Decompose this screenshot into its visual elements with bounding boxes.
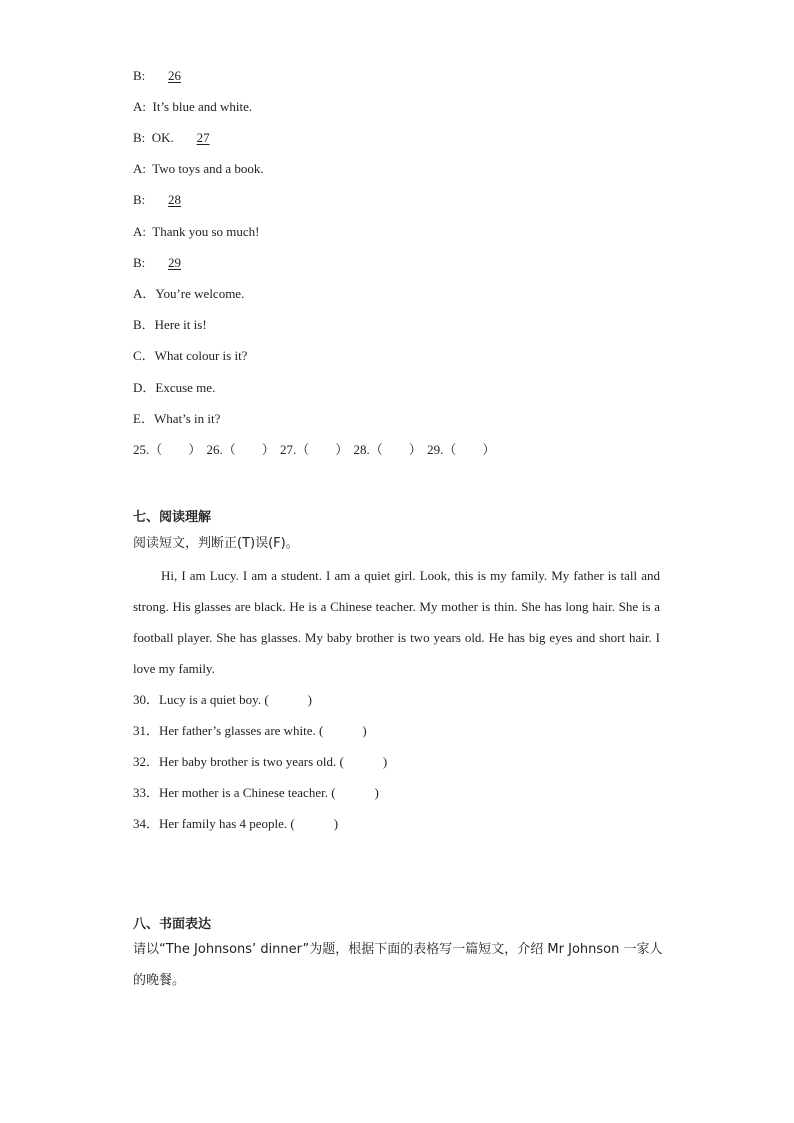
answer-line [133, 442, 497, 458]
blank-29: 29 [168, 255, 182, 270]
dialogue-line-1: B: 26 [133, 68, 204, 84]
reading-passage: Hi, I am Lucy. I am a student. I am a quiet girl. Look, this is my family. My father is tall and strong. His glasses are black. He is a Chinese teacher. My mother is thin. She has long hair. She is a football player. She has glasses. My baby brother is two years old. He has big eyes and short hair. I love my family. [133, 568, 660, 676]
question-34: 34．Her family has 4 people. ( ) [133, 816, 339, 831]
dialogue-line-5: B: 28 [133, 192, 204, 208]
option-c: C．What colour is it? [133, 348, 248, 363]
section8-title: 八、书面表达 [133, 917, 212, 932]
question-30: 30．Lucy is a quiet boy. ( ) [133, 692, 312, 707]
dialogue-line-3: B: OK. 27 [133, 130, 229, 146]
blank-26: 26 [168, 68, 182, 83]
dialogue-line-4: A: Two toys and a book. [133, 161, 264, 176]
section7-title: 七、阅读理解 [133, 510, 212, 525]
option-a: A．You’re welcome. [133, 286, 245, 301]
section8-prompt: 请以“The Johnsons’ dinner”为题，根据下面的表格写一篇短文，介绍 Mr Johnson 一家人的晚餐。 [133, 942, 663, 988]
dialogue-line-6: A: Thank you so much! [133, 224, 260, 239]
blank-27: 27 [196, 130, 210, 145]
question-31: 31．Her father’s glasses are white. ( ) [133, 723, 367, 738]
answer-slot-28[interactable]: 28.（ ） [353, 442, 422, 457]
answer-slot-27[interactable]: 27.（ ） [280, 442, 349, 457]
option-d: D．Excuse me. [133, 380, 216, 395]
answer-slot-25[interactable]: 25.（ ） [133, 442, 202, 457]
answer-slot-29[interactable]: 29.（ ） [427, 442, 496, 457]
option-b: B．Here it is! [133, 317, 207, 332]
question-32: 32．Her baby brother is two years old. ( ) [133, 754, 388, 769]
answer-slot-26[interactable]: 26.（ ） [206, 442, 275, 457]
blank-28: 28 [168, 192, 182, 207]
section7-instruction: 阅读短文，判断正(T)误(F)。 [133, 536, 299, 551]
question-33: 33．Her mother is a Chinese teacher. ( ) [133, 785, 379, 800]
option-e: E．What’s in it? [133, 411, 221, 426]
dialogue-line-7: B: 29 [133, 255, 201, 271]
dialogue-line-2: A: It’s blue and white. [133, 99, 253, 114]
